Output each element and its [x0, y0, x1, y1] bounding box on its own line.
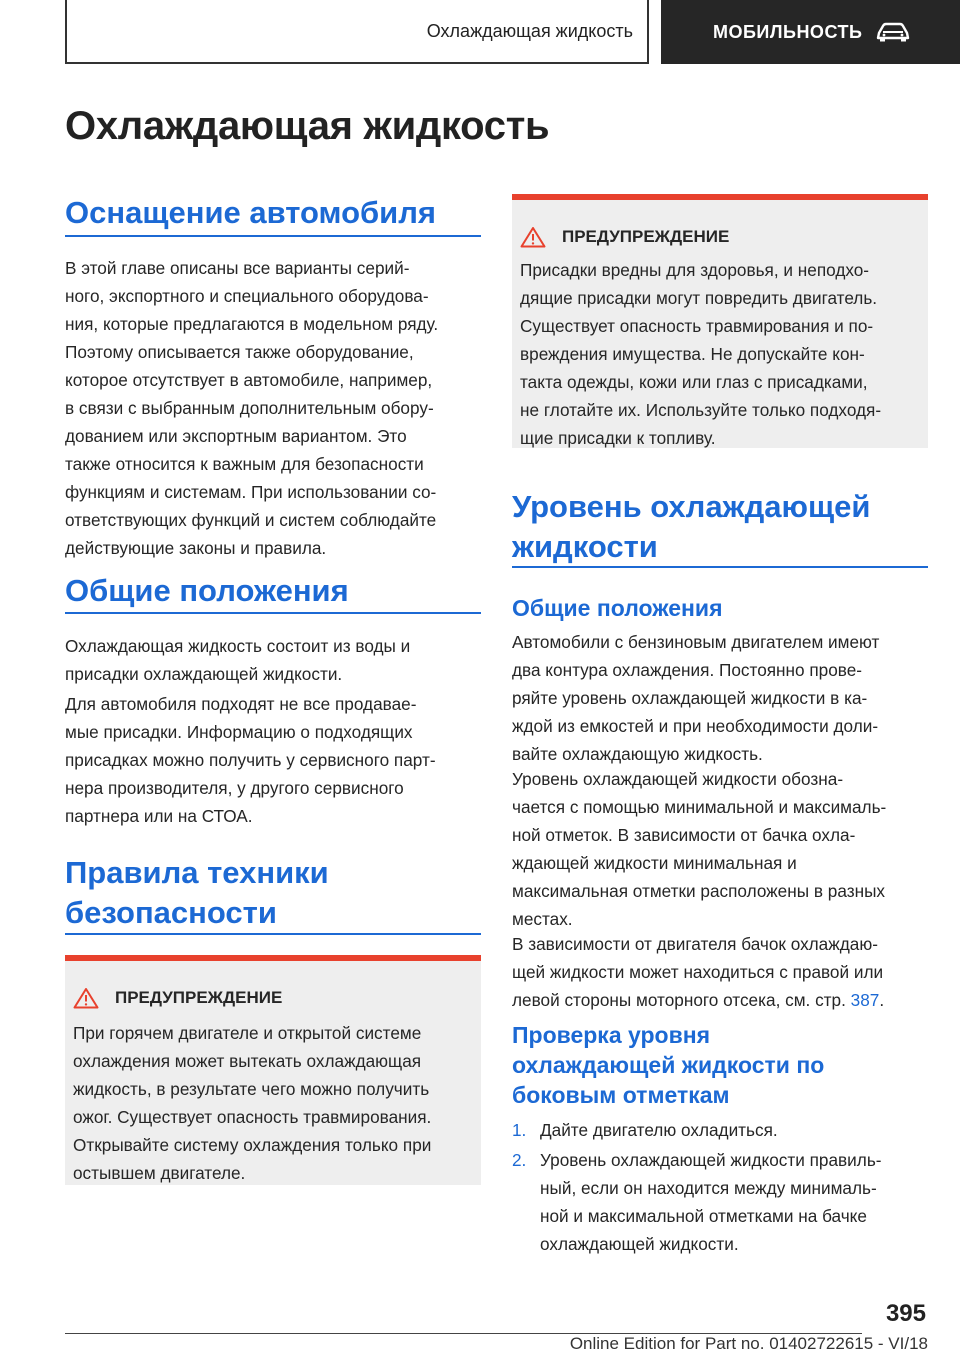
text-line: щей жидкости может находиться с правой или [512, 962, 884, 982]
heading-general: Общие положения [65, 573, 349, 608]
text-line: охлаждения может вытекать охлаждающая [73, 1051, 422, 1071]
heading-line: Правила техники [65, 855, 329, 890]
heading-line: Проверка уровня [512, 1022, 711, 1048]
warning-box [512, 194, 928, 448]
text-line: При горячем двигателе и открытой системе [73, 1023, 422, 1043]
text-line: Поэтому описывается также оборудование, [65, 342, 414, 362]
warning-box [65, 955, 481, 1185]
text-line: партнера или на СТОА. [65, 806, 253, 826]
heading-line: жидкости [512, 529, 658, 564]
text-line: Открывайте систему охлаждения только при [73, 1135, 432, 1155]
step-number: 1. [512, 1120, 527, 1140]
text-line: которое отсутствует в автомобиле, например, [65, 370, 433, 390]
text-span: левой стороны моторного отсека, см. стр. [512, 990, 851, 1010]
text-line: мые присадки. Информацию о подходящих [65, 722, 413, 742]
text-line: Дайте двигателю охладиться. [540, 1120, 778, 1140]
general-paragraph-1 [65, 632, 485, 688]
warning-title: ПРЕДУПРЕЖДЕНИЕ [115, 988, 283, 1007]
text-line: ной и максимальной отметками на бачке [540, 1206, 867, 1226]
warning-triangle-icon [520, 226, 546, 248]
text-line: ный, если он находится между минималь- [540, 1178, 877, 1198]
header-chapter-title: МОБИЛЬНОСТЬ [713, 21, 863, 42]
level-paragraph-2 [512, 765, 937, 933]
warning-triangle-icon [73, 987, 99, 1009]
text-line: Существует опасность травмирования и по- [520, 316, 874, 336]
text-line: ния, которые предлагаются в модельном ряду. [65, 314, 439, 334]
text-line: Уровень охлаждающей жидкости правиль- [540, 1150, 882, 1170]
heading-equipment: Оснащение автомобиля [65, 195, 436, 230]
header-chapter-tab [661, 0, 960, 64]
equipment-paragraph [65, 254, 485, 562]
text-line: два контура охлаждения. Постоянно прове- [512, 660, 863, 680]
text-line: ной отметок. В зависимости от бачка охла- [512, 825, 856, 845]
footer-edition: Online Edition for Part no. 01402722615 - VI/18 [569, 1334, 928, 1353]
warning-text [73, 1019, 478, 1187]
text-line: В этой главе описаны все варианты серий- [65, 258, 410, 278]
text-line: в связи с выбранным дополнительным обору- [65, 398, 434, 418]
text-line: Автомобили с бензиновым двигателем имеют [512, 632, 880, 652]
text-line: ного, экспортного и специального оборудова- [65, 286, 429, 306]
heading-line: боковым отметкам [512, 1082, 730, 1108]
step-text [540, 1146, 882, 1258]
text-line: вреждения имущества. Не допускайте кон- [520, 344, 865, 364]
text-line: вайте охлаждающую жидкость. [512, 744, 763, 764]
warning-text [520, 256, 925, 452]
text-line: остывшем двигателе. [73, 1163, 246, 1183]
page-reference-link[interactable]: 387 [850, 990, 880, 1010]
step-number: 2. [512, 1150, 527, 1170]
text-line: чается с помощью минимальной и максималь- [512, 797, 887, 817]
text-line: жидкость, в результате чего можно получить [73, 1079, 430, 1099]
step-text [540, 1116, 778, 1144]
text-line: присадках можно получить у сервисного парт- [65, 750, 436, 770]
text-line: ждающей жидкости минимальная и [512, 853, 797, 873]
text-line: Присадки вредны для здоровья, и неподхо- [520, 260, 870, 280]
heading-rule [65, 612, 481, 614]
header-section-tab [65, 0, 649, 64]
text-line: Уровень охлаждающей жидкости обозна- [512, 769, 844, 789]
heading-rule [65, 933, 481, 935]
text-span: . [879, 990, 885, 1010]
heading-rule [512, 566, 928, 568]
text-line: также относится к важным для безопасности [65, 454, 424, 474]
text-line: нера производителя, у другого сервисного [65, 778, 404, 798]
general-paragraph-2 [65, 690, 485, 830]
text-line: такта одежды, кожи или глаз с присадками, [520, 372, 868, 392]
text-line: ожог. Существует опасность травмирования. [73, 1107, 432, 1127]
text-line: ряйте уровень охлаждающей жидкости в ка- [512, 688, 868, 708]
text-line: присадки охлаждающей жидкости. [65, 664, 343, 684]
text-line: Охлаждающая жидкость состоит из воды и [65, 636, 411, 656]
text-line: В зависимости от двигателя бачок охлаждаю- [512, 934, 878, 954]
text-line: максимальная отметки расположены в разных [512, 881, 886, 901]
car-icon [876, 22, 910, 42]
subheading-general: Общие положения [512, 595, 723, 621]
text-line: действующие законы и правила. [65, 538, 327, 558]
text-line: функциям и системам. При использовании со- [65, 482, 437, 502]
heading-line: безопасности [65, 895, 277, 930]
text-line: не глотайте их. Используйте только подходя- [520, 400, 882, 420]
heading-coolant-level [512, 488, 870, 566]
page-number: 395 [885, 1300, 926, 1327]
heading-line: Уровень охлаждающей [512, 489, 871, 524]
text-line: местах. [512, 909, 573, 929]
text-line: дованием или экспортным вариантом. Это [65, 426, 407, 446]
header-section-title: Охлаждающая жидкость [426, 20, 633, 41]
text-line: щие присадки к топливу. [520, 428, 716, 448]
level-paragraph-1 [512, 628, 937, 768]
level-paragraph-3 [512, 930, 937, 1014]
page-title: Охлаждающая жидкость [65, 104, 550, 148]
text-line [512, 986, 937, 1014]
text-line: ответствующих функций и систем соблюдайте [65, 510, 437, 530]
heading-rule [65, 235, 481, 237]
warning-header [73, 987, 282, 1009]
warning-title: ПРЕДУПРЕЖДЕНИЕ [562, 227, 730, 246]
text-line: ждой из емкостей и при необходимости доли- [512, 716, 879, 736]
heading-safety [65, 854, 329, 932]
text-line: Для автомобиля подходят не все продавае- [65, 694, 417, 714]
heading-line: охлаждающей жидкости по [512, 1052, 825, 1078]
text-line: охлаждающей жидкости. [540, 1234, 739, 1254]
text-line: дящие присадки могут повредить двигатель. [520, 288, 878, 308]
warning-header [520, 226, 729, 248]
heading-check-level [512, 1020, 824, 1110]
